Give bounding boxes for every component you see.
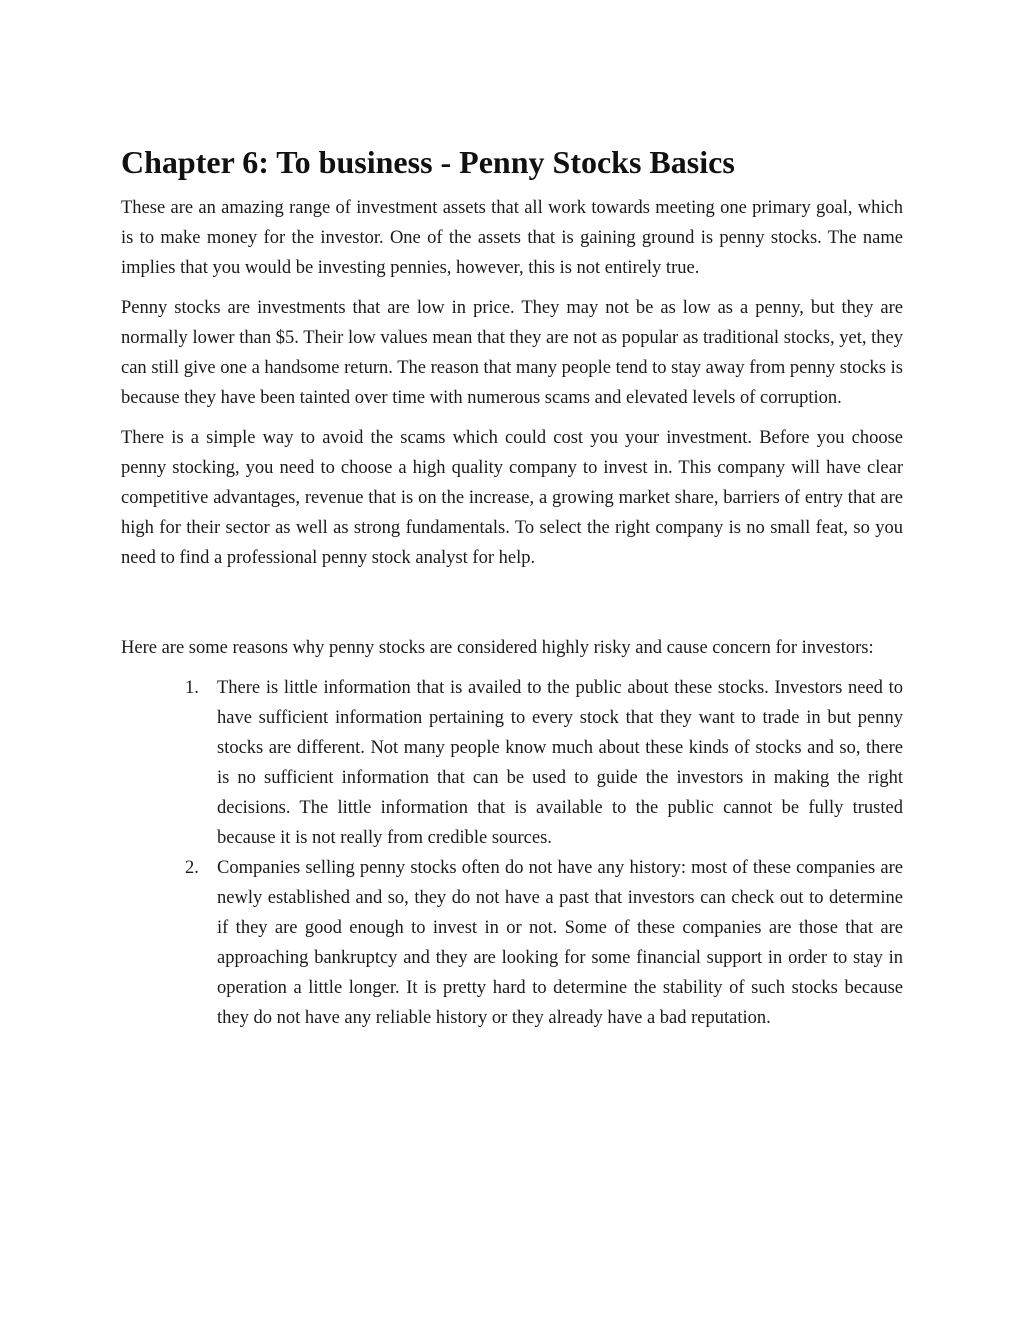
reasons-list	[121, 673, 903, 1033]
list-item-number: 1.	[185, 678, 199, 698]
list-item-text: Companies selling penny stocks often do not have any history: most of these companies are newly established and so, they do not have a past that investors can check out to determine if they are good enough to invest in or not. Some of these companies are those that are approaching bankruptcy and they are looking for some financial support in order to stay in operation a little longer. It is pretty hard to determine the stability of such stocks because they do not have any reliable history or they already have a bad reputation.	[217, 858, 903, 1028]
intro-paragraph: These are an amazing range of investment assets that all work towards meeting one primary goal, which is to make money for the investor. One of the assets that is gaining ground is penny stocks. The name implies that you would be investing pennies, however, this is not entirely true.	[121, 198, 903, 278]
list-item	[185, 673, 903, 853]
list-item-text: There is little information that is availed to the public about these stocks. Investors need to have sufficient information pertaining to every stock that they want to trade in but penny stocks are different. Not many people know much about these kinds of stocks and so, there is no sufficient information that can be used to guide the investors in making the right decisions. The little information that is available to the public cannot be fully trusted because it is not really from credible sources.	[217, 678, 903, 848]
penny-stocks-definition-paragraph: Penny stocks are investments that are low in price. They may not be as low as a penny, but they are normally lower than $5. Their low values mean that they are not as popular as traditional stocks, yet, they can still give one a handsome return. The reason that many people tend to stay away from penny stocks is because they have been tainted over time with numerous scams and elevated levels of corruption.	[121, 298, 903, 408]
avoid-scams-paragraph: There is a simple way to avoid the scams which could cost you your investment. Before you choose penny stocking, you need to choose a high quality company to invest in. This company will have clear competitive advantages, revenue that is on the increase, a growing market share, barriers of entry that are high for their sector as well as strong fundamentals. To select the right company is no small feat, so you need to find a professional penny stock analyst for help.	[121, 428, 903, 568]
list-intro-paragraph: Here are some reasons why penny stocks are considered highly risky and cause concern for investors:	[121, 638, 874, 658]
paragraph-gap	[121, 583, 903, 633]
chapter-title: Chapter 6: To business - Penny Stocks Basics	[121, 144, 735, 180]
list-item	[185, 853, 903, 1033]
list-item-number: 2.	[185, 858, 199, 878]
document-page	[121, 138, 903, 1033]
